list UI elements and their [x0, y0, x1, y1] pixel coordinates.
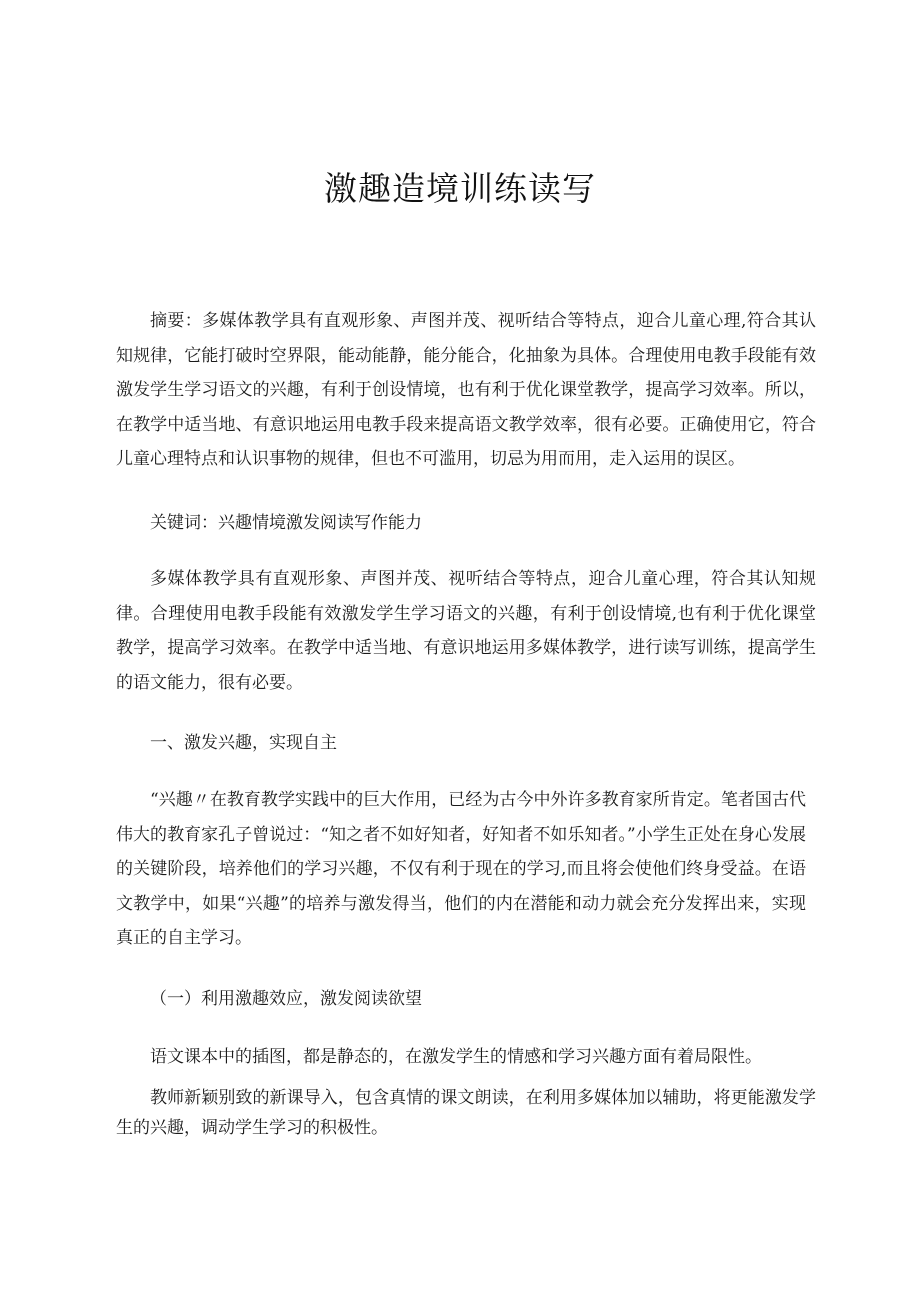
- section-heading-1: 一、激发兴趣，实现自主: [150, 733, 337, 753]
- keywords-line: 关键词：兴趣情境激发阅读写作能力: [150, 513, 422, 533]
- intro-paragraph: 多媒体教学具有直观形象、声图并茂、视听结合等特点，迎合儿童心理，符合其认知规律。合理使用电教手段能有效激发学生学习语文的兴趣，有利于创设情境,也有利于优化课堂教学，提高学习效率。在教学中适当地、有意识地运用多媒体教学，进行读写训练，提高学生的语文能力，很有必要。: [116, 569, 816, 693]
- abstract-paragraph: 摘要：多媒体教学具有直观形象、声图并茂、视听结合等特点，迎合儿童心理,符合其认知规律，它能打破时空界限，能动能静，能分能合，化抽象为具体。合理使用电教手段能有效激发学生学习语文的兴趣，有利于创设情境，也有利于优化课堂教学，提高学习效率。所以，在教学中适当地、有意识地运用电教手段来提高语文教学效率，很有必要。正确使用它，符合儿童心理特点和认识事物的规律，但也不可滥用，切忌为用而用，走入运用的误区。: [116, 311, 816, 469]
- document-title: 激趣造境训练读写: [324, 169, 596, 208]
- illustration-paragraph: 语文课本中的插图，都是静态的，在激发学生的情感和学习兴趣方面有着局限性。: [150, 1047, 762, 1067]
- section1-paragraph: “兴趣〃在教育教学实践中的巨大作用，已经为古今中外许多教育家所肯定。笔者国古代伟大的教育家孔子曾说过：“知之者不如好知者，好知者不如乐知者。”小学生正处在身心发展的关键阶段，培养他们的学习兴趣，不仅有利于现在的学习,而且将会使他们终身受益。在语文教学中，如果“兴趣”的培养与激发得当，他们的内在潜能和动力就会充分发挥出来，实现真正的自主学习。: [116, 790, 806, 948]
- teacher-paragraph: 教师新颖别致的新课导入，包含真情的课文朗读，在利用多媒体加以辅助，将更能激发学生的兴趣，调动学生学习的积极性。: [116, 1088, 816, 1138]
- subsection-heading-1: （一）利用激趣效应，激发阅读欲望: [150, 989, 422, 1009]
